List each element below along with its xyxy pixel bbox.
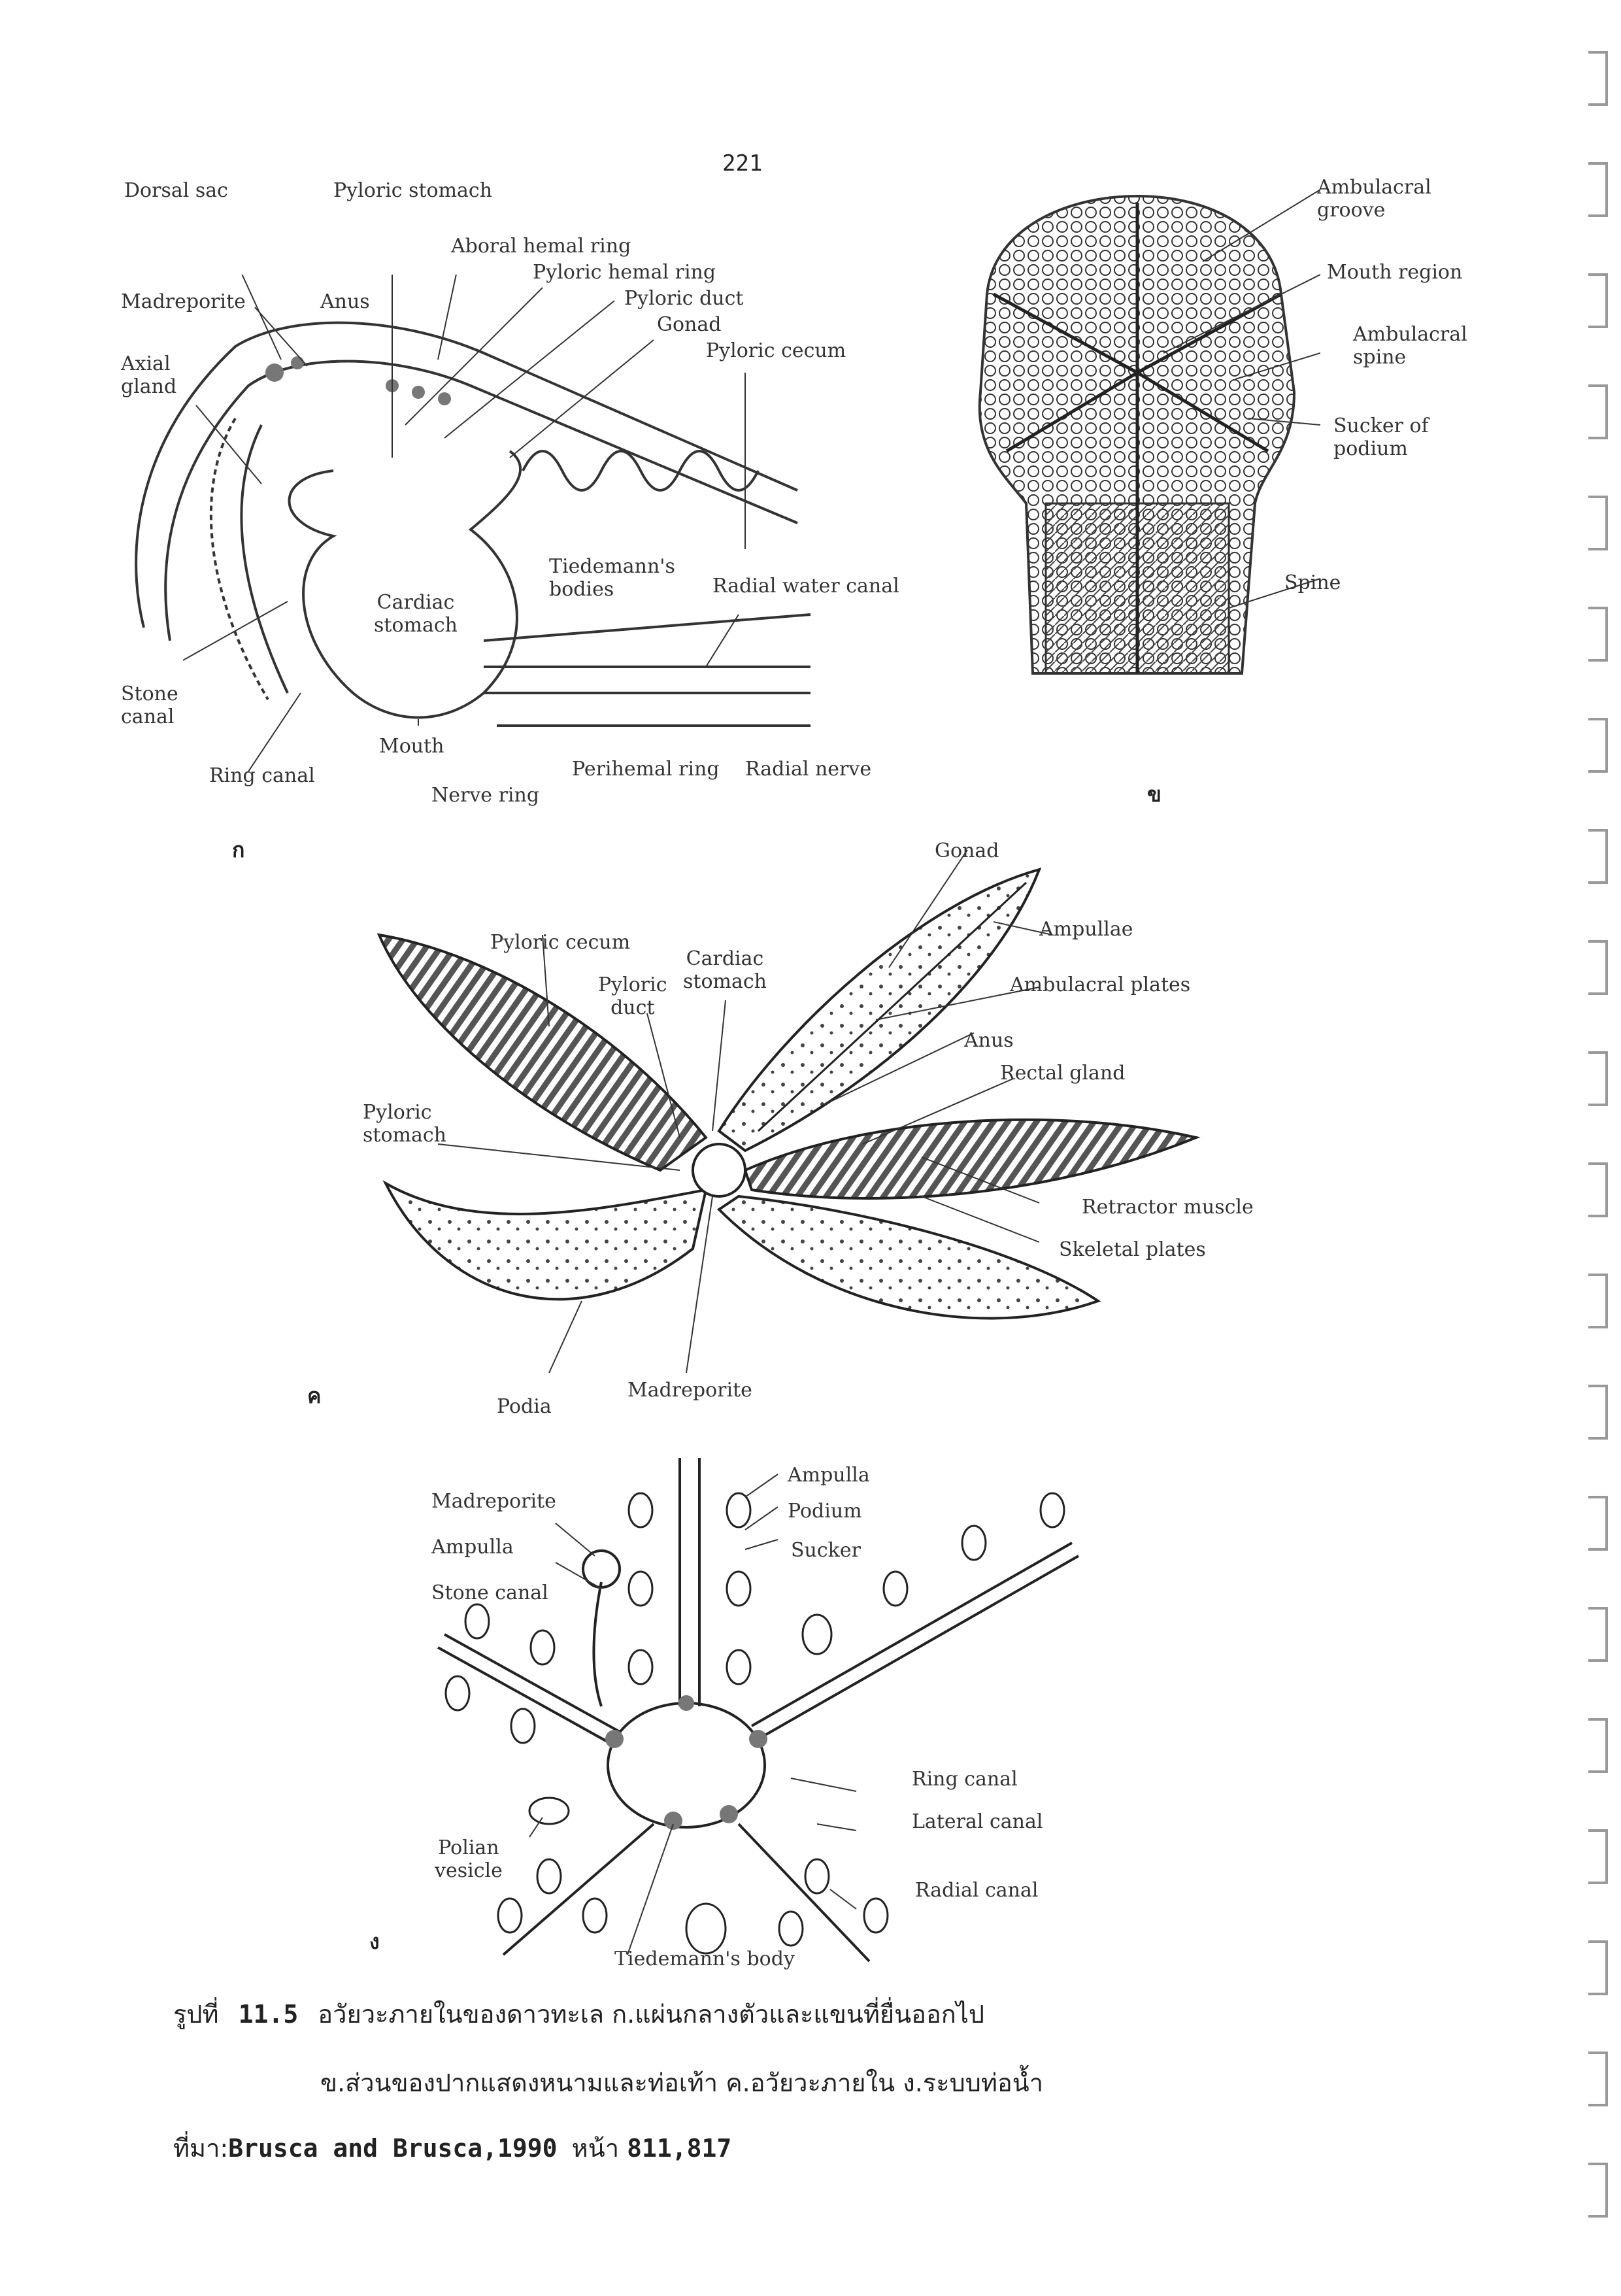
label-cardiac-stomach: Cardiac stomach xyxy=(374,591,458,637)
label-mouth: Mouth xyxy=(379,735,444,758)
label-radial-nerve: Radial nerve xyxy=(745,758,872,781)
label-pyloric-duct: Pyloric duct xyxy=(624,287,744,310)
source-pages: 811,817 xyxy=(627,2134,732,2163)
label-mouth-region: Mouth region xyxy=(1327,261,1463,284)
label-radial-canal: Radial canal xyxy=(915,1879,1039,1902)
label-ambulacral-plates: Ambulacral plates xyxy=(1010,973,1191,996)
label-cardiac-stomach-c: Cardiac stomach xyxy=(683,947,767,993)
label-dorsal-sac: Dorsal sac xyxy=(124,179,228,202)
panel-ka-letter: ก xyxy=(232,837,245,862)
label-anus: Anus xyxy=(320,290,370,313)
label-pyloric-cecum-c: Pyloric cecum xyxy=(490,931,631,954)
label-madreporite-c: Madreporite xyxy=(627,1379,752,1402)
label-ring-canal-d: Ring canal xyxy=(912,1768,1018,1791)
label-ampulla-left: Ampulla xyxy=(431,1536,514,1559)
label-perihemal-ring: Perihemal ring xyxy=(572,758,720,781)
caption-figure-number: 11.5 xyxy=(238,2000,299,2029)
label-madreporite: Madreporite xyxy=(121,290,246,313)
panel-ngo-letter: ง xyxy=(369,1929,380,1954)
label-madreporite-d: Madreporite xyxy=(431,1490,556,1513)
label-pyloric-stomach-c: Pyloric stomach xyxy=(363,1101,446,1147)
panel-kho-letter: ข xyxy=(1147,782,1161,807)
page-number: 221 xyxy=(722,150,763,177)
label-stone-canal-d: Stone canal xyxy=(431,1581,548,1604)
label-pyloric-cecum: Pyloric cecum xyxy=(706,339,846,362)
label-ampulla-top: Ampulla xyxy=(788,1464,870,1487)
source-citation: Brusca and Brusca,1990 xyxy=(228,2134,558,2163)
label-skeletal-plates: Skeletal plates xyxy=(1059,1238,1206,1261)
label-lateral-canal: Lateral canal xyxy=(912,1810,1043,1833)
label-podia: Podia xyxy=(497,1395,552,1418)
source-prefix: ที่มา: xyxy=(173,2134,229,2163)
label-anus-c: Anus xyxy=(964,1029,1014,1052)
label-ambulacral-groove: Ambulacral groove xyxy=(1317,176,1431,222)
label-tiedemanns-bodies: Tiedemann's bodies xyxy=(549,555,675,601)
label-rectal-gland: Rectal gland xyxy=(1000,1062,1126,1085)
label-retractor-muscle: Retractor muscle xyxy=(1082,1196,1254,1219)
label-stone-canal: Stone canal xyxy=(121,683,178,728)
panel-kho-illustration xyxy=(954,177,1320,693)
label-pyloric-stomach: Pyloric stomach xyxy=(333,179,493,202)
label-radial-water-canal: Radial water canal xyxy=(712,575,899,598)
label-podium: Podium xyxy=(788,1500,862,1523)
figure-caption-line2: ข.ส่วนของปากแสดงหนามและท่อเท้า ค.อวัยวะภายใน ง.ระบบท่อน้ำ xyxy=(320,2068,1044,2097)
binding-edge xyxy=(1549,0,1621,2296)
label-ambulacral-spine: Ambulacral spine xyxy=(1353,323,1467,369)
figure-caption-line1 xyxy=(173,1994,984,2034)
label-nerve-ring: Nerve ring xyxy=(431,784,540,807)
label-gonad-c: Gonad xyxy=(935,839,999,862)
label-sucker-of-podium: Sucker of podium xyxy=(1333,414,1429,460)
label-pyloric-hemal-ring: Pyloric hemal ring xyxy=(533,261,716,284)
label-polian-vesicle: Polian vesicle xyxy=(435,1836,503,1882)
label-ring-canal: Ring canal xyxy=(209,764,315,787)
label-aboral-hemal-ring: Aboral hemal ring xyxy=(451,235,631,258)
label-spine: Spine xyxy=(1284,571,1341,594)
label-axial-gland: Axial gland xyxy=(121,352,177,398)
label-ampullae: Ampullae xyxy=(1039,918,1133,941)
panel-kho-khwai-letter: ค xyxy=(307,1383,322,1408)
label-sucker: Sucker xyxy=(791,1539,861,1562)
label-tiedemanns-body: Tiedemann's body xyxy=(614,1948,795,1970)
figure-caption-source xyxy=(173,2128,731,2168)
caption-line1-text: อวัยวะภายในของดาวทะเล ก.แผ่นกลางตัวและแขนที่ยื่นออกไป xyxy=(318,2000,985,2029)
label-pyloric-duct-c: Pyloric duct xyxy=(598,973,667,1019)
label-gonad: Gonad xyxy=(657,313,722,336)
caption-prefix: รูปที่ xyxy=(173,2000,219,2029)
source-page-prefix: หน้า xyxy=(571,2134,620,2163)
